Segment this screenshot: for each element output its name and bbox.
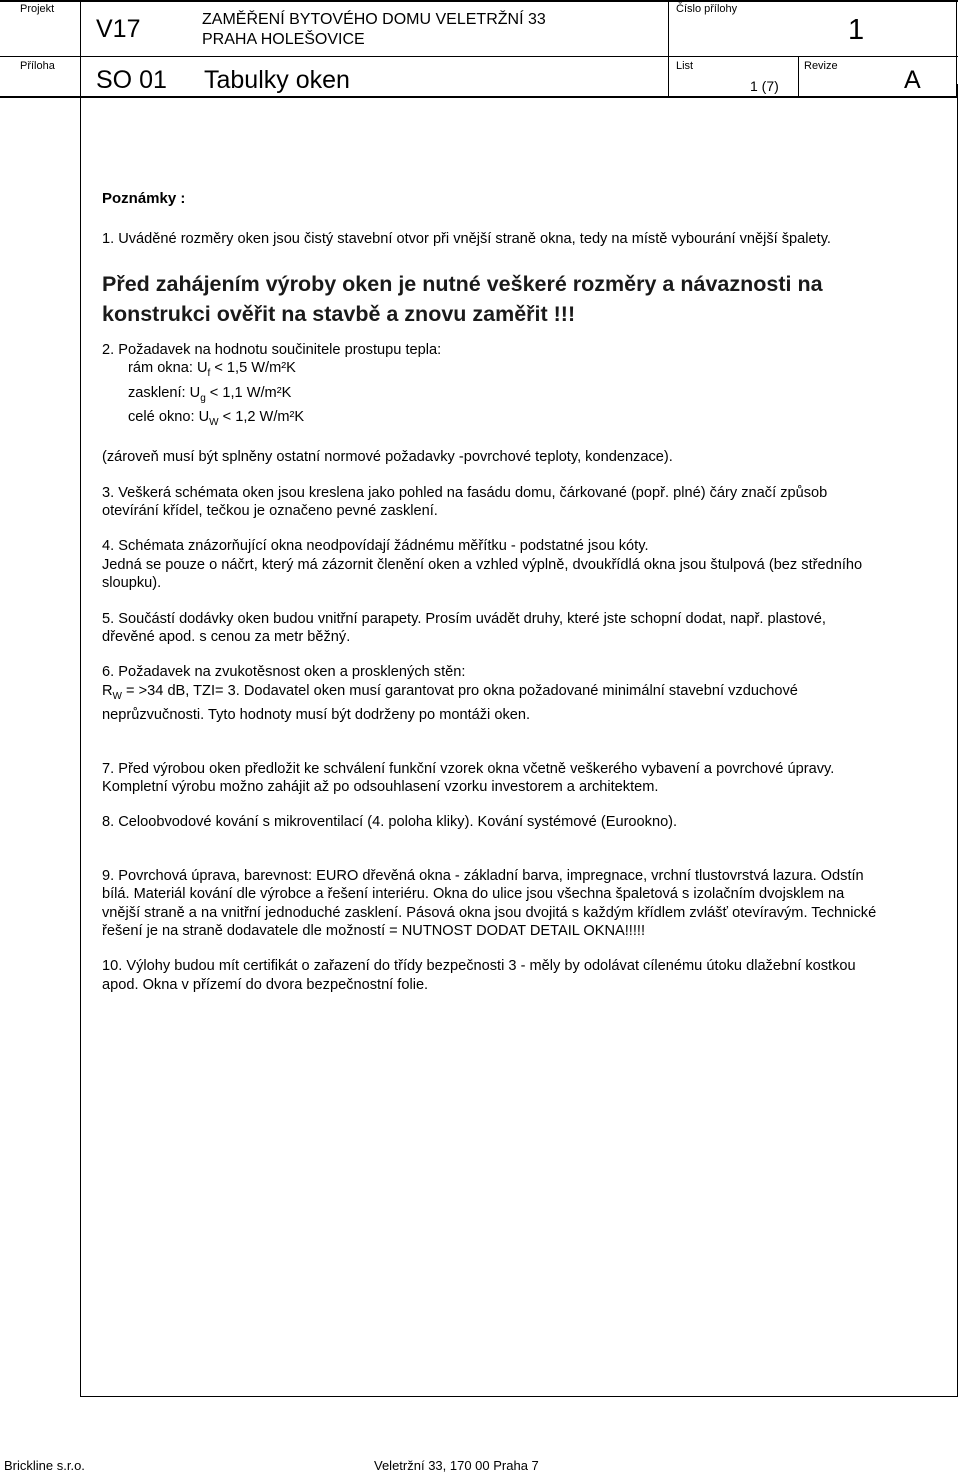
notes-heading: Poznámky : bbox=[102, 190, 186, 207]
note-2-window-value bbox=[102, 408, 877, 432]
note-2-window-limit: < 1,2 W/m²K bbox=[218, 408, 305, 425]
note-6-body bbox=[102, 682, 877, 725]
note-2-window-label: celé okno: U bbox=[128, 408, 210, 425]
list-label: List bbox=[676, 60, 694, 72]
note-6-text: = >34 dB, TZI= 3. Dodavatel oken musí garantovat pro okna požadované minimální stavební vzduchové neprůzvučnosti. Tyto hodnoty musí být dodrženy po montáži oken. bbox=[102, 682, 798, 724]
note-6-r-label: R bbox=[102, 682, 113, 699]
note-2-frame-value bbox=[102, 359, 877, 383]
note-4b: Jedná se pouze o náčrt, který má zázornit členění oken a vzhled výplně, dvoukřídlá okna jsou štulpová (bez středního sloupku). bbox=[102, 556, 863, 592]
list-value: 1 (7) bbox=[750, 78, 779, 94]
title-block-divider bbox=[0, 56, 958, 57]
priloha-code: SO 01 bbox=[96, 66, 167, 94]
note-6-intro: 6. Požadavek na zvukotěsnost oken a prosklených stěn: bbox=[102, 664, 466, 681]
projekt-label: Projekt bbox=[20, 3, 55, 15]
subscript-g: g bbox=[200, 392, 206, 404]
note-10: 10. Výlohy budou mít certifikát o zařazení do třídy bezpečnosti 3 - měly by odolávat cílenému útoku dlažební kostkou apod. Okna v přízemí do dvora bezpečnostní folie. bbox=[102, 958, 856, 993]
note-9: 9. Povrchová úprava, barevnost: EURO dřevěná okna - základní barva, impregnace, vrchní tlustovrstvá lazura. Odstín bílá. Materiál kování dle výrobce a řešení interiéru. Okna do ulice jsou všechna špaletová s izolačním dvojsklem na vnější straně a na vnitřní jednoduché zasklení. Pásová okna jsou dvojitá s každým křídlem zvlášť otevíravým. Technické řešení je na straně dodavatele dle možností = NUTNOST DODAT DETAIL OKNA!!!!! bbox=[102, 867, 877, 939]
cislo-prilohy-label: Číslo přílohy bbox=[676, 3, 738, 15]
note-2-frame-label: rám okna: U bbox=[128, 360, 208, 377]
note-2-glazing-label: zasklení: U bbox=[128, 384, 201, 401]
note-2-glazing-value bbox=[102, 384, 877, 408]
revize-value: A bbox=[904, 66, 921, 94]
note-8: 8. Celoobvodové kování s mikroventilací (4. poloha kliky). Kování systémové (Eurookno). bbox=[102, 814, 678, 831]
project-title-line2: PRAHA HOLEŠOVICE bbox=[202, 31, 365, 48]
note-1: 1. Uváděné rozměry oken jsou čistý stavební otvor při vnější straně okna, tedy na místě vybourání vnější špalety. bbox=[102, 231, 831, 248]
note-2-frame-limit: < 1,5 W/m²K bbox=[210, 360, 296, 377]
note-2-remark: (zároveň musí být splněny ostatní normové požadavky -povrchové teploty, kondenzace). bbox=[102, 449, 673, 466]
warning-text: Před zahájením výroby oken je nutné veškeré rozměry a návaznosti na konstrukci ověřit na stavbě a znovu zaměřit !!! bbox=[102, 271, 823, 326]
priloha-title: Tabulky oken bbox=[204, 66, 350, 94]
note-5: 5. Součástí dodávky oken budou vnitřní parapety. Prosím uvádět druhy, které jste schopní dodat, např. plastové, dřevěné apod. s cenou za metr běžný. bbox=[102, 610, 826, 645]
cislo-prilohy-value: 1 bbox=[848, 14, 865, 46]
note-7: 7. Před výrobou oken předložit ke schválení funkční vzorek okna včetně veškerého vybavení a povrchové úpravy. Kompletní výrobu možno zahájit až po odsouhlasení vzorku investorem a architektem. bbox=[102, 760, 835, 795]
priloha-label: Příloha bbox=[20, 60, 55, 72]
revize-label: Revize bbox=[804, 60, 838, 72]
subscript-w: W bbox=[112, 690, 122, 702]
footer-address: Veletržní 33, 170 00 Praha 7 bbox=[374, 1458, 539, 1473]
note-4a: 4. Schémata znázorňující okna neodpovídají žádnému měřítku - podstatné jsou kóty. bbox=[102, 538, 649, 555]
note-2-glazing-limit: < 1,1 W/m²K bbox=[205, 384, 292, 401]
note-2-intro: 2. Požadavek na hodnotu součinitele prostupu tepla: bbox=[102, 341, 442, 358]
footer-company: Brickline s.r.o. bbox=[4, 1458, 85, 1473]
subscript-w: W bbox=[209, 416, 219, 428]
project-title-line1: ZAMĚŘENÍ BYTOVÉHO DOMU VELETRŽNÍ 33 bbox=[202, 11, 546, 28]
note-3: 3. Veškerá schémata oken jsou kreslena jako pohled na fasádu domu, čárkované (popř. plné) čáry značí způsob otevírání křídel, tečkou je označeno pevné zasklení. bbox=[102, 484, 828, 519]
subscript-f: f bbox=[207, 368, 211, 380]
projekt-code: V17 bbox=[96, 15, 141, 43]
notes-content bbox=[102, 190, 877, 994]
